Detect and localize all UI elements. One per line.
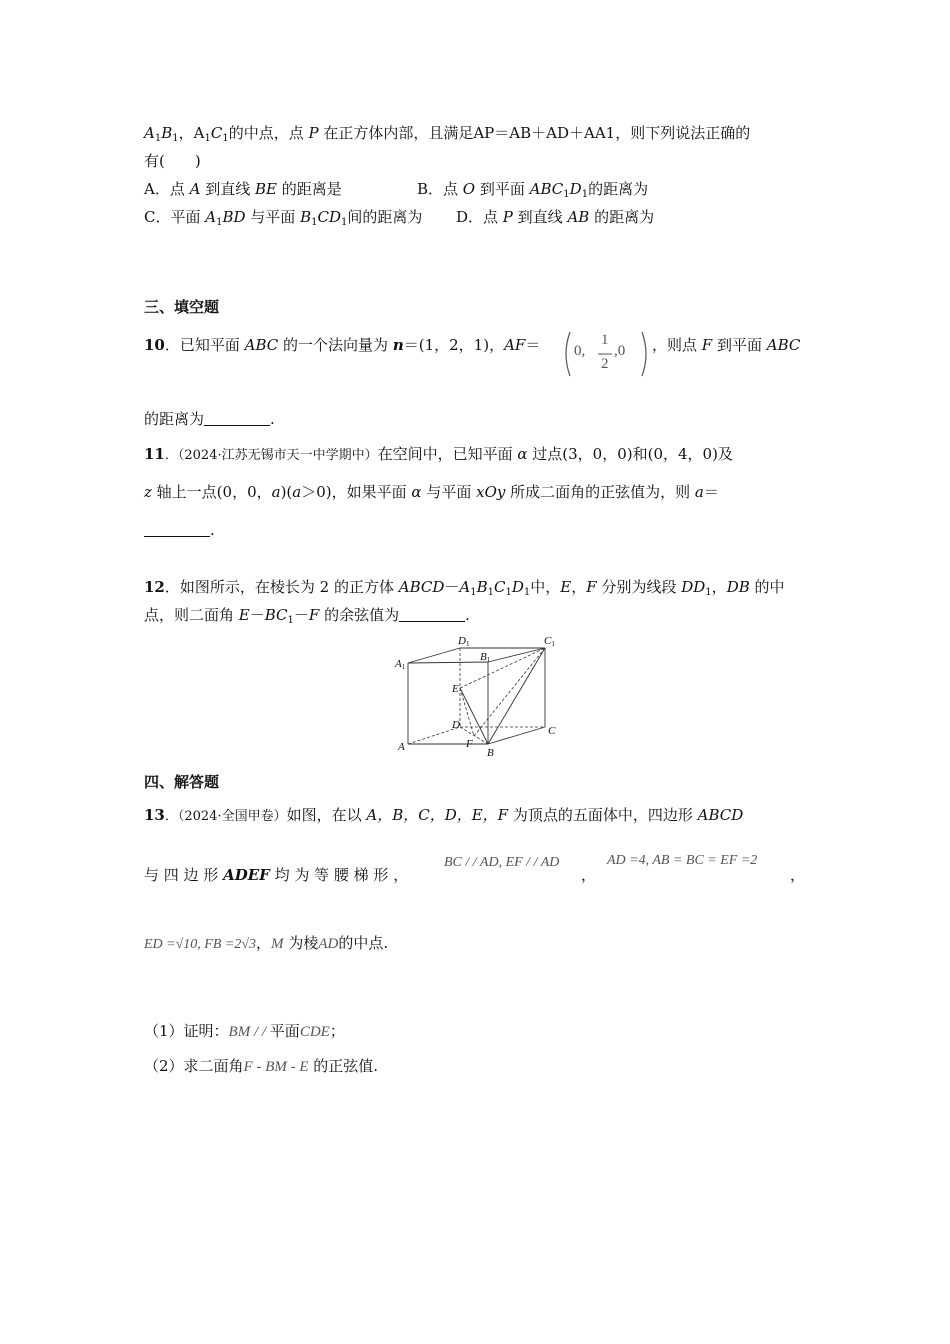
answer-blank (144, 522, 210, 537)
opt-text: A．点 (144, 180, 190, 198)
opt-text: 的距离为 (588, 180, 649, 198)
opt-sub: 1 (341, 217, 348, 228)
fraction-numerator: 1 (601, 332, 609, 348)
q12-line2 (144, 604, 470, 632)
label-a: A (398, 741, 405, 753)
q11-text: 与平面 (421, 483, 477, 501)
q11-text: )( (280, 483, 293, 501)
opt-text: A (189, 180, 201, 198)
q13-text: F - BM - E (243, 1059, 309, 1075)
question-number: 13 (144, 806, 165, 824)
cube-figure (390, 630, 570, 760)
q12-text: . (465, 606, 470, 624)
q13-text: 的正弦值. (308, 1057, 379, 1075)
q12-text: A (459, 578, 471, 596)
label-d: D (452, 719, 460, 731)
label-f: F (466, 738, 473, 750)
q12-sub: 1 (470, 587, 477, 598)
q12-sub: 1 (523, 587, 531, 598)
q13-text: （1）证明： (144, 1022, 229, 1040)
q11-text: ＝ (703, 483, 719, 501)
q11-text: α (517, 445, 528, 463)
q12-text: D (511, 578, 524, 596)
q13-text: CDE (299, 1024, 330, 1040)
q13-text: 为顶点的五面体中，四边形 (508, 806, 698, 824)
q9-text: ，A (178, 124, 205, 142)
q9-text: P (308, 124, 319, 142)
opt-text: 与平面 (245, 208, 301, 226)
vector-component: ,0 (614, 343, 626, 359)
label-d1: D1 (458, 635, 470, 648)
q13-text: AD (318, 936, 339, 952)
q9-line2 (144, 150, 201, 172)
q10-text: F (701, 336, 713, 354)
q9-sub: 1 (154, 133, 162, 144)
q11-text: 过点(3，0，0)和(0，4，0)及 (527, 445, 733, 463)
q12-text: － (444, 578, 460, 596)
label-b: B (487, 747, 494, 759)
fraction-denominator: 2 (601, 356, 609, 372)
question-number: 12 (144, 578, 165, 596)
opt-text: 到直线 (512, 208, 568, 226)
q13-line3 (144, 932, 388, 956)
q11-line2 (144, 481, 719, 503)
q12-text: 分别为线段 (596, 578, 682, 596)
q10-line1 (144, 334, 540, 356)
q12-text: ， (571, 578, 587, 596)
q10-line1-tail (652, 334, 800, 356)
q13-text: A，B，C，D，E，F (366, 806, 509, 824)
q11-text: α (411, 483, 422, 501)
answer-blank (204, 411, 270, 426)
q13-text: ； (329, 1022, 345, 1040)
q12-text: ABCD (398, 578, 445, 596)
q12-text: F (308, 606, 320, 624)
opt-sub: 1 (311, 217, 318, 228)
opt-text: C．平面 (144, 208, 206, 226)
q12-text: C (494, 578, 506, 596)
q9-option-a (144, 178, 342, 200)
q10-text: n (392, 336, 404, 354)
q13-text: M (271, 936, 284, 952)
opt-text: B．点 (417, 180, 463, 198)
q10-text: ABC (244, 336, 279, 354)
q11-text: 在空间中，已知平面 (377, 445, 518, 463)
opt-text: BE (255, 180, 277, 198)
q11-text: xOy (476, 483, 506, 501)
q11-text: a (271, 483, 281, 501)
q10-text: ，则点 (652, 336, 702, 354)
opt-sub: 1 (563, 189, 570, 200)
question-number: 10 (144, 336, 165, 354)
q13-part1 (144, 1020, 345, 1043)
q12-text: B (476, 578, 488, 596)
q13-line2 (144, 864, 408, 886)
opt-text: BD (222, 208, 246, 226)
q13-text: 为棱 (283, 934, 319, 952)
opt-text: 到直线 (200, 180, 255, 198)
opt-text: CD (317, 208, 341, 226)
vector-component: 0, (574, 343, 586, 359)
q12-text: 点，则二面角 (144, 606, 239, 624)
opt-text: P (502, 208, 513, 226)
q9-option-c (144, 206, 422, 234)
q10-text: ＝(1，2，1)， (403, 336, 505, 354)
q13-text: 的中点. (338, 934, 389, 952)
q11-text: . (210, 521, 215, 539)
question-source: ．（2024·江苏无锡市天一中学期中） (164, 448, 378, 463)
question-source: ．（2024·全国甲卷） (164, 809, 287, 824)
opt-text: B (300, 208, 312, 226)
q10-text: 到平面 (712, 336, 767, 354)
q13-text: BM / / (228, 1024, 270, 1040)
opt-text: 间的距离为 (347, 208, 423, 226)
q13-text: ， (256, 934, 272, 952)
q11-line1 (144, 443, 733, 467)
q12-text: F (586, 578, 597, 596)
q12-text: BC (264, 606, 288, 624)
q12-sub: 1 (487, 587, 495, 598)
q13-comma: ， (581, 866, 597, 884)
q10-text: ＝ (525, 336, 541, 354)
q13-text: ABCD (697, 806, 744, 824)
opt-text: A (205, 208, 217, 226)
q12-text: DB (726, 578, 750, 596)
opt-text: 的距离是 (276, 180, 342, 198)
opt-text: 到平面 (475, 180, 530, 198)
q11-text: 所成二面角的正弦值为，则 (505, 483, 695, 501)
vector-af-expression (560, 328, 650, 380)
q12-text: 中， (530, 578, 561, 596)
q9-text: 的中点，点 (228, 124, 309, 142)
label-c1: C1 (544, 635, 555, 648)
q11-text: a (292, 483, 302, 501)
q9-sub: 1 (172, 133, 179, 144)
label-e: E (452, 683, 459, 695)
q12-text: 的中 (749, 578, 785, 596)
q13-length-condition: AD =4, AB = BC = EF =2 (607, 853, 758, 868)
q9-text: B (161, 124, 173, 142)
label-a1: A1 (395, 658, 406, 671)
q9-option-d (456, 206, 654, 228)
q13-part2 (144, 1055, 378, 1078)
q12-text: E (238, 606, 250, 624)
opt-text: 的距离为 (589, 208, 655, 226)
q12-text: DD (681, 578, 706, 596)
q13-text: ADEF (223, 866, 270, 884)
q9-sub: 1 (222, 133, 229, 144)
q9-sub: 1 (204, 133, 211, 144)
section-heading-solve: 四、解答题 (144, 773, 220, 791)
q10-text: AF (504, 336, 526, 354)
label-b1: B1 (480, 651, 491, 664)
opt-text: AB (567, 208, 590, 226)
opt-text: ABC (529, 180, 564, 198)
q11-line3 (144, 519, 215, 541)
q9-answer-paren: 有( ) (144, 152, 201, 170)
q10-text: ．已知平面 (164, 336, 245, 354)
label-c: C (548, 725, 556, 737)
opt-text: D．点 (456, 208, 503, 226)
q11-text: 轴上一点(0，0， (151, 483, 272, 501)
q13-text: 与 四 边 形 (144, 866, 224, 884)
q12-line1 (144, 576, 785, 604)
q12-text: ．如图所示，在棱长为 2 的正方体 (164, 578, 399, 596)
q13-text: （2）求二面角 (144, 1057, 244, 1075)
q12-text: 的余弦值为 (319, 606, 400, 624)
opt-sub: 1 (581, 189, 589, 200)
q12-sub: 1 (505, 587, 512, 598)
q9-option-b (417, 178, 648, 206)
q12-text: － (249, 606, 265, 624)
q10-text: 的距离为 (144, 410, 205, 428)
q13-parallel-condition: BC / / AD, EF / / AD (444, 855, 560, 870)
question-number: 11 (144, 445, 165, 463)
opt-text: O (462, 180, 476, 198)
q12-text: － (293, 606, 309, 624)
q13-line1 (144, 804, 743, 828)
answer-blank (399, 607, 465, 622)
q9-text: C (210, 124, 223, 142)
q10-line2 (144, 408, 275, 430)
q12-text: E (560, 578, 572, 596)
q12-sub: 1 (287, 615, 294, 626)
q11-text: z (144, 483, 152, 501)
q9-line1 (144, 122, 750, 150)
q13-text: 平面 (269, 1022, 300, 1040)
q13-comma: ， (790, 866, 806, 884)
q13-length-expression: ED =√10, FB =2√3 (144, 937, 257, 952)
opt-sub: 1 (216, 217, 223, 228)
opt-text: D (569, 180, 582, 198)
section-heading-fill-blank: 三、填空题 (144, 298, 220, 316)
q9-text: 在正方体内部，且满足AP＝AB＋AD＋AA1，则下列说法正确的 (318, 124, 751, 142)
q10-text: . (270, 410, 275, 428)
q12-text: ， (711, 578, 727, 596)
q10-text: 的一个法向量为 (278, 336, 393, 354)
q12-sub: 1 (705, 587, 712, 598)
q9-text: A (144, 124, 155, 142)
q10-text: ABC (766, 336, 801, 354)
q11-text: a (694, 483, 704, 501)
q13-text: 如图，在以 (286, 806, 367, 824)
q11-text: ＞0)，如果平面 (301, 483, 412, 501)
q13-text: 均 为 等 腰 梯 形 ， (269, 866, 409, 884)
